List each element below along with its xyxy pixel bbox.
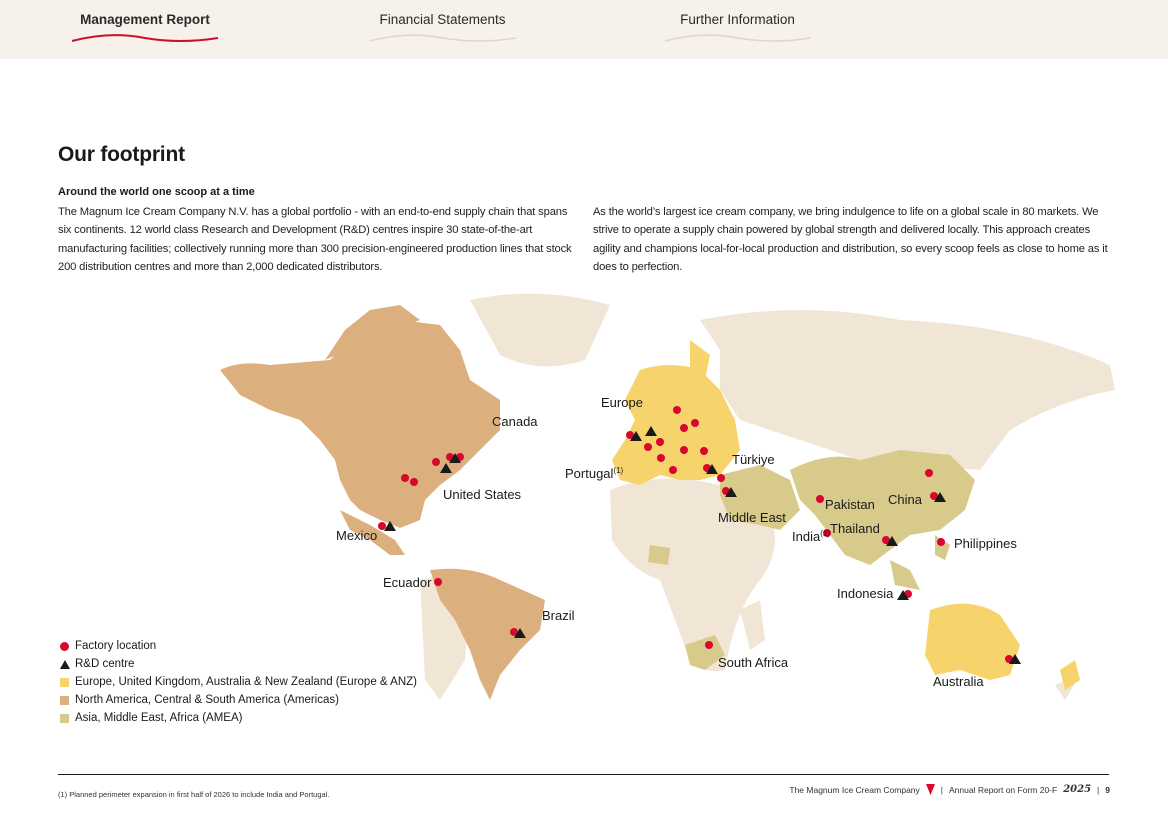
label-india: India$^{(1)}$ [792, 529, 830, 544]
map-legend [60, 637, 417, 727]
factory-dot [656, 438, 664, 446]
label-china: China [888, 492, 922, 507]
label-turkiye: Türkiye [732, 452, 775, 467]
label-australia: Australia [933, 674, 984, 689]
tab-underline [368, 32, 518, 44]
legend-europe-anz: Europe, United Kingdom, Australia & New Zealand (Europe & ANZ) [60, 673, 417, 691]
amea-swatch-icon [60, 714, 69, 723]
factory-dot [434, 578, 442, 586]
top-navigation [0, 0, 1168, 59]
tab-label: Management Report [80, 12, 210, 27]
tab-management-report[interactable] [60, 12, 230, 27]
footer-separator: | [940, 784, 943, 795]
label-pakistan: Pakistan [825, 497, 875, 512]
footer-separator: | [1097, 784, 1100, 795]
label-portugal: Portugal$^{(1)}$ [565, 466, 624, 481]
page-title: Our footprint [58, 143, 185, 166]
rd-triangle-icon [60, 660, 70, 669]
factory-dot [691, 419, 699, 427]
company-name: The Magnum Ice Cream Company [789, 784, 920, 795]
factory-dot [669, 466, 677, 474]
factory-dot [816, 495, 824, 503]
factory-dot [937, 538, 945, 546]
tab-label: Further Information [680, 12, 795, 27]
factory-dot [657, 454, 665, 462]
factory-dot [925, 469, 933, 477]
intro-paragraph-left: The Magnum Ice Cream Company N.V. has a global portfolio - with an end-to-end supply chain that spans six continents. 12 world class Research and Development (R&D) centres inspire 30 state-of-the-art manufacturing facilities; collectively running more than 300 precision-engineered production lines that stock 200 distribution centres and more than 2,000 dedicated distributors. [58, 206, 572, 273]
label-canada: Canada [492, 414, 538, 429]
magnum-logo-icon [926, 784, 935, 795]
section-subheading: Around the world one scoop at a time [58, 186, 255, 198]
report-name: Annual Report on Form 20-F [949, 784, 1058, 795]
tab-label: Financial Statements [379, 12, 506, 27]
label-ecuador: Ecuador [383, 575, 432, 590]
legend-rd: R&D centre [60, 655, 417, 673]
legend-amea: Asia, Middle East, Africa (AMEA) [60, 709, 417, 727]
label-thailand: Thailand [830, 521, 880, 536]
label-south-africa: South Africa [718, 655, 789, 670]
factory-dot [644, 443, 652, 451]
factory-dot [401, 474, 409, 482]
factory-dot [680, 424, 688, 432]
intro-paragraph-right: As the world’s largest ice cream company, we bring indulgence to life on a global scale in 80 markets. We strive to operate a supply chain powered by global strength and delivered locally. This approach creates agility and champions local-for-local production and distribution, so every scoop feels as close to home as it does to perfection. [593, 206, 1108, 273]
label-mexico: Mexico [336, 528, 378, 543]
factory-dot [717, 474, 725, 482]
factory-dot [432, 458, 440, 466]
footer-divider [58, 774, 1109, 775]
report-year: 2025 [1063, 784, 1092, 795]
factory-dot [680, 446, 688, 454]
label-brazil: Brazil [542, 608, 575, 623]
factory-dot [410, 478, 418, 486]
americas-swatch-icon [60, 696, 69, 705]
legend-factory: Factory location [60, 637, 417, 655]
page-number: 9 [1105, 784, 1110, 795]
factory-dot [700, 447, 708, 455]
legend-americas: North America, Central & South America (Americas) [60, 691, 417, 709]
label-united-states: United States [443, 487, 522, 502]
factory-dot [378, 522, 386, 530]
europe-anz-swatch-icon [60, 678, 69, 687]
footnote: (1) Planned perimeter expansion in first half of 2026 to include India and Portugal. [58, 790, 330, 799]
factory-dot [673, 406, 681, 414]
factory-dot [705, 641, 713, 649]
label-indonesia: Indonesia [837, 586, 894, 601]
tab-underline [663, 32, 813, 44]
label-middle-east: Middle East [718, 510, 786, 525]
page-footer [789, 784, 1110, 795]
active-tab-underline [70, 32, 220, 44]
tab-financial-statements[interactable] [360, 12, 525, 27]
label-europe: Europe [601, 395, 643, 410]
tab-further-information[interactable] [655, 12, 820, 27]
label-philippines: Philippines [954, 536, 1017, 551]
factory-icon [60, 642, 69, 651]
